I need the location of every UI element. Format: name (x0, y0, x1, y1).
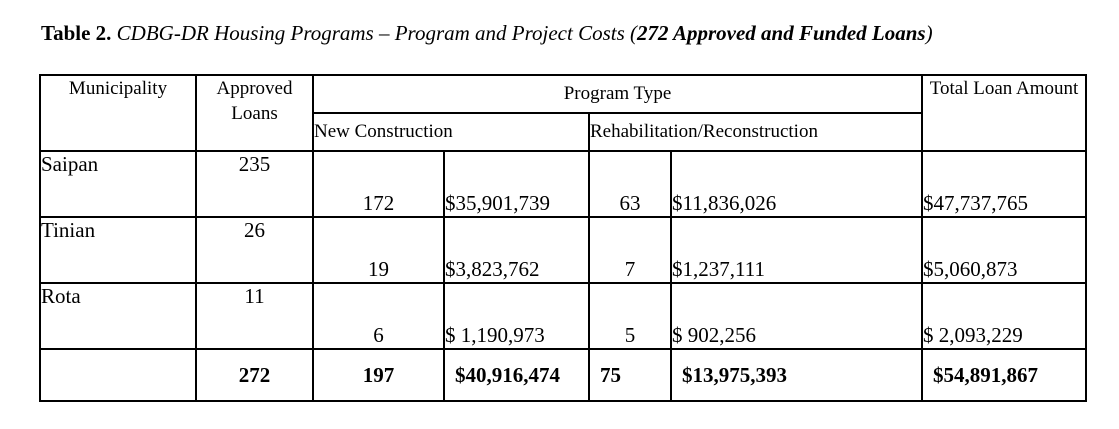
totals-label-cell (40, 349, 196, 401)
housing-programs-table (39, 74, 1087, 402)
total-rehab-count-cell: 75 (589, 349, 671, 401)
caption-emphasis: 272 Approved and Funded Loans (637, 21, 926, 45)
header-municipality: Municipality (40, 75, 196, 151)
new-construction-amount-cell: $35,901,739 (444, 151, 589, 217)
total-new-construction-amount-cell: $40,916,474 (444, 349, 589, 401)
grand-total-amount-cell: $54,891,867 (922, 349, 1086, 401)
municipality-cell: Rota (40, 283, 196, 349)
rehab-amount-cell: $1,237,111 (671, 217, 922, 283)
rehab-count-cell: 63 (589, 151, 671, 217)
total-amount-cell: $47,737,765 (922, 151, 1086, 217)
caption-close: ) (925, 21, 933, 45)
approved-loans-cell: 11 (196, 283, 313, 349)
new-construction-count-cell: 172 (313, 151, 444, 217)
new-construction-amount-cell: $ 1,190,973 (444, 283, 589, 349)
approved-loans-cell: 235 (196, 151, 313, 217)
header-rehabilitation: Rehabilitation/Reconstruction (589, 113, 922, 151)
total-rehab-amount-cell: $13,975,393 (671, 349, 922, 401)
caption-label: Table 2. (41, 21, 112, 45)
rehab-count-cell: 5 (589, 283, 671, 349)
new-construction-count-cell: 19 (313, 217, 444, 283)
caption-title: CDBG-DR Housing Programs – Program and Project Costs ( (116, 21, 637, 45)
header-row (40, 75, 1086, 113)
rehab-count-cell: 7 (589, 217, 671, 283)
rehab-amount-cell: $ 902,256 (671, 283, 922, 349)
rehab-amount-cell: $11,836,026 (671, 151, 922, 217)
new-construction-count-cell: 6 (313, 283, 444, 349)
header-program-type: Program Type (313, 75, 922, 113)
total-amount-cell: $5,060,873 (922, 217, 1086, 283)
municipality-cell: Tinian (40, 217, 196, 283)
header-approved-loans: Approved Loans (196, 75, 313, 151)
total-amount-cell: $ 2,093,229 (922, 283, 1086, 349)
total-approved-loans-cell: 272 (196, 349, 313, 401)
total-new-construction-count-cell: 197 (313, 349, 444, 401)
table-caption (41, 20, 933, 46)
totals-row (40, 349, 1086, 401)
header-new-construction: New Construction (313, 113, 589, 151)
new-construction-amount-cell: $3,823,762 (444, 217, 589, 283)
header-total-loan-amount: Total Loan Amount (922, 75, 1086, 151)
approved-loans-cell: 26 (196, 217, 313, 283)
table-row (40, 283, 1086, 349)
table-row (40, 217, 1086, 283)
municipality-cell: Saipan (40, 151, 196, 217)
table-row (40, 151, 1086, 217)
